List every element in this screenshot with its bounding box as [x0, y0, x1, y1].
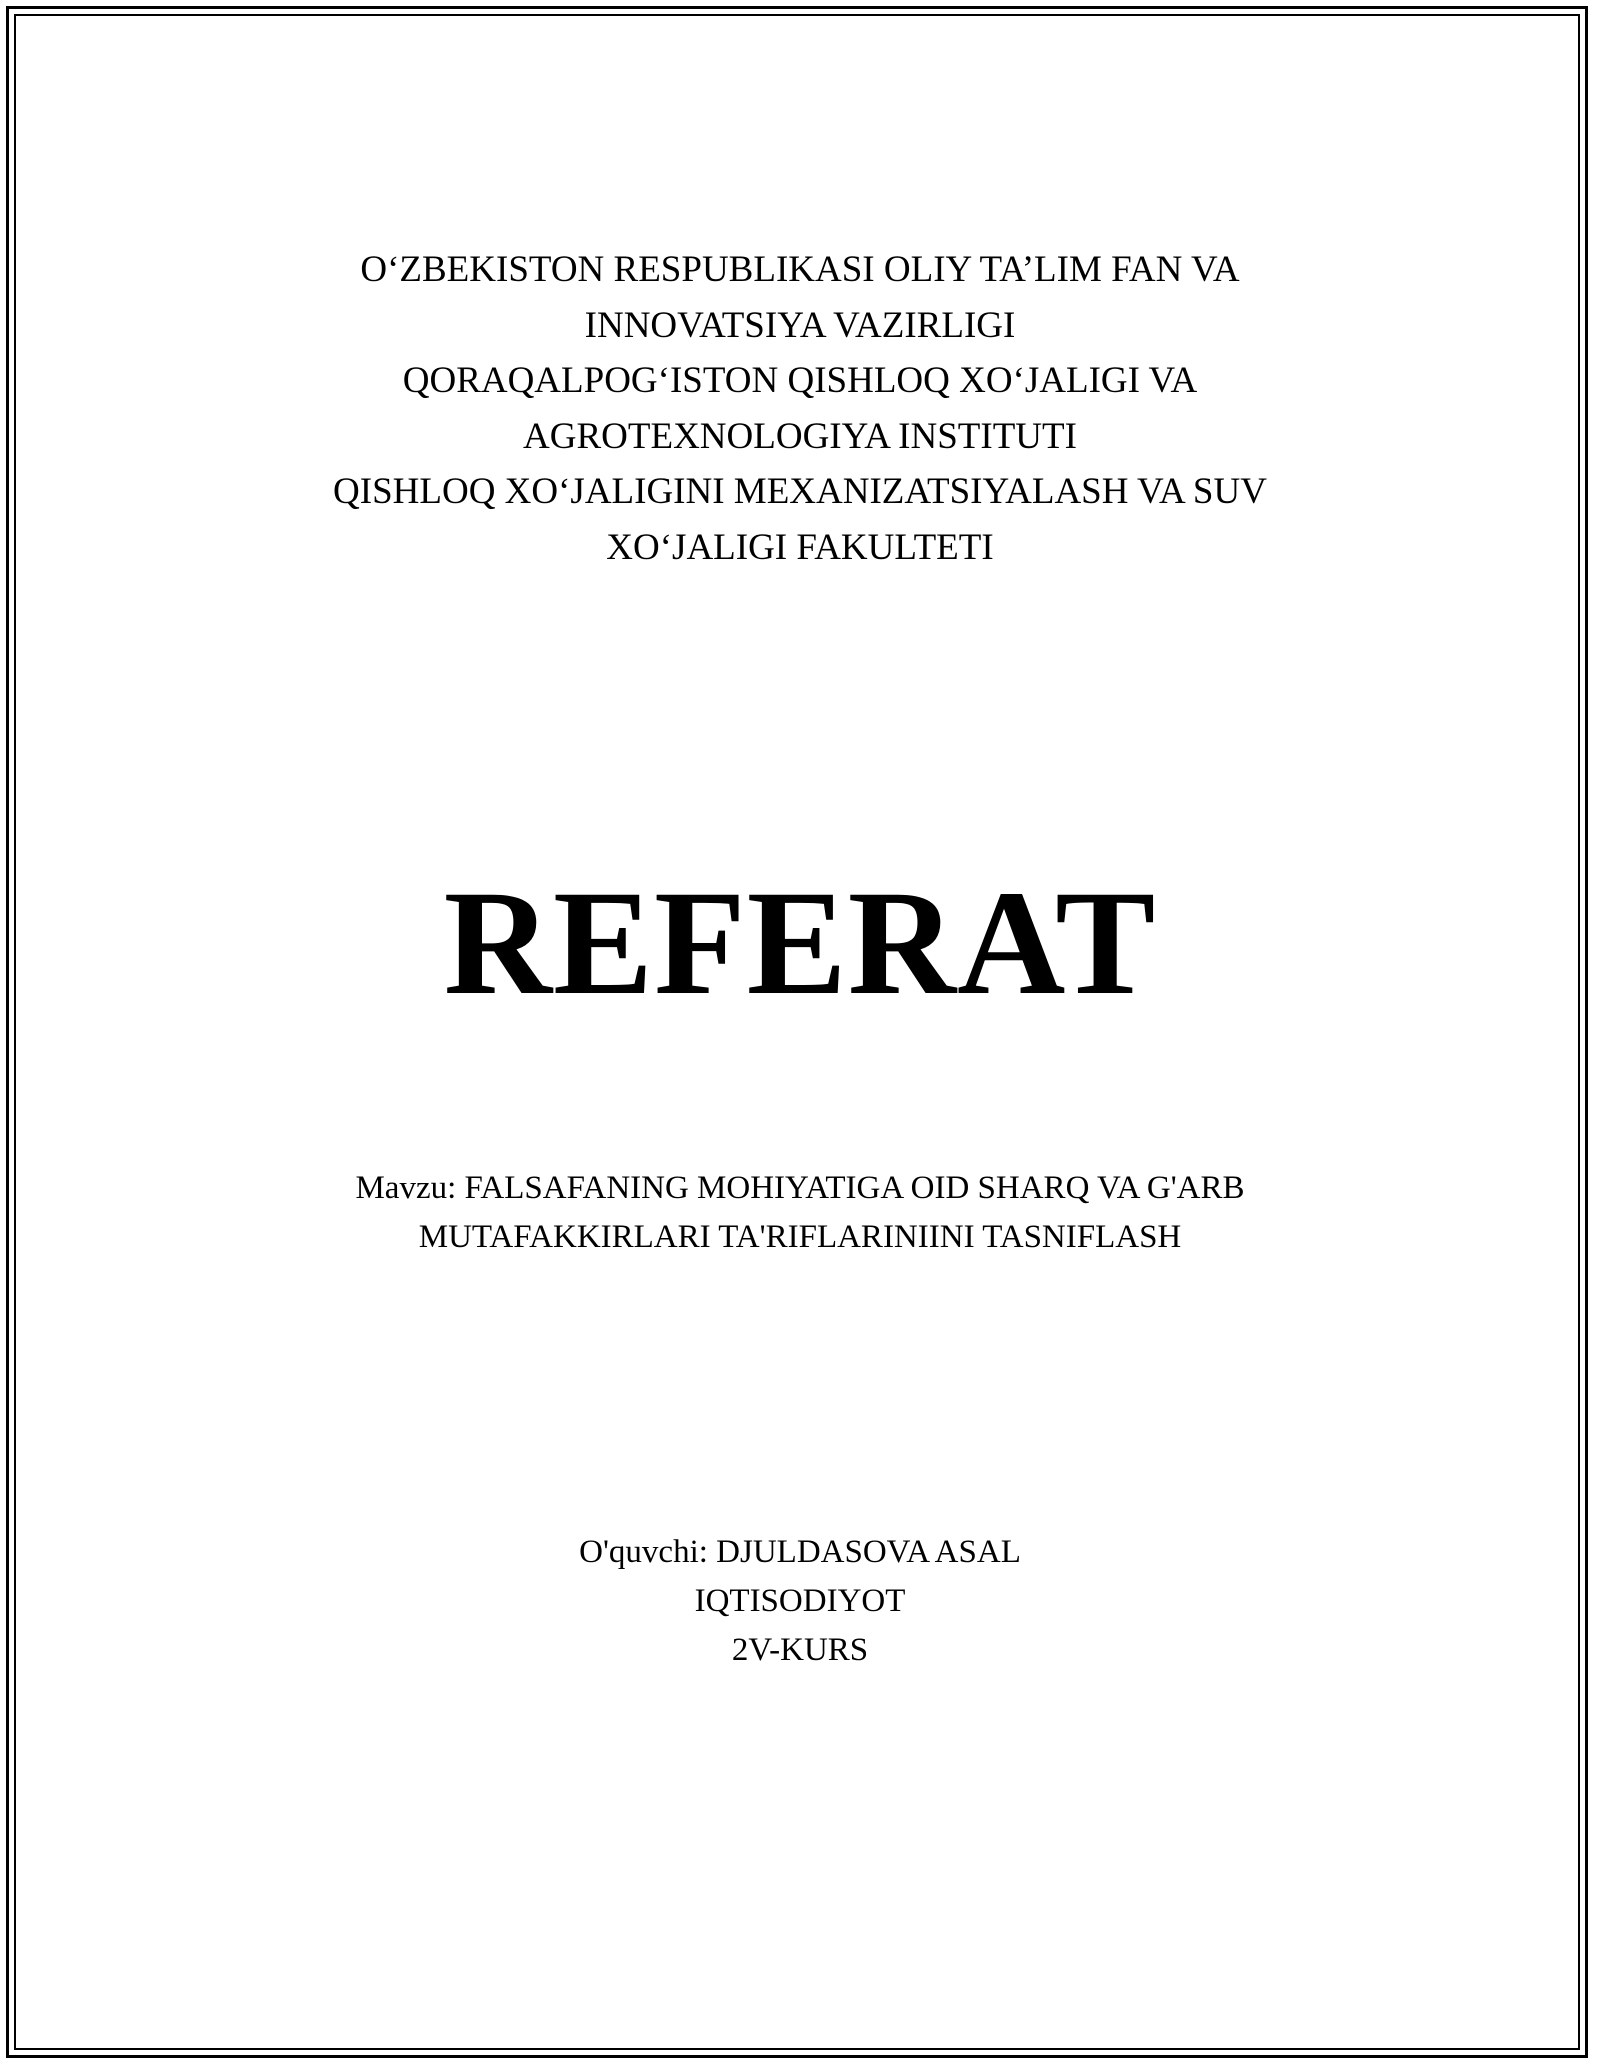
header-line: XO‘JALIGI FAKULTETI: [606, 526, 994, 568]
header-line: AGROTEXNOLOGIYA INSTITUTI: [523, 415, 1077, 457]
student-info: [0, 1528, 1600, 1675]
topic-line: MUTAFAKKIRLARI TA'RIFLARINIINI TASNIFLASH: [418, 1219, 1182, 1255]
topic-block: [0, 1164, 1600, 1262]
document-title: REFERAT: [443, 860, 1157, 1026]
header-line: QORAQALPOG‘ISTON QISHLOQ XO‘JALIGI VA: [402, 360, 1198, 401]
header-line: O‘ZBEKISTON RESPUBLIKASI OLIY TA’LIM FAN VA: [360, 249, 1240, 290]
topic-line: Mavzu: FALSAFANING MOHIYATIGA OID SHARQ VA G'ARB: [355, 1170, 1245, 1206]
header-line: INNOVATSIYA VAZIRLIGI: [584, 304, 1016, 346]
student-department: IQTISODIYOT: [694, 1583, 906, 1619]
header-line: QISHLOQ XO‘JALIGINI MEXANIZATSIYALASH VA SUV: [333, 471, 1267, 512]
institution-header: [0, 242, 1600, 575]
student-course: 2V-KURS: [731, 1632, 869, 1668]
student-name: O'quvchi: DJULDASOVA ASAL: [579, 1534, 1021, 1570]
